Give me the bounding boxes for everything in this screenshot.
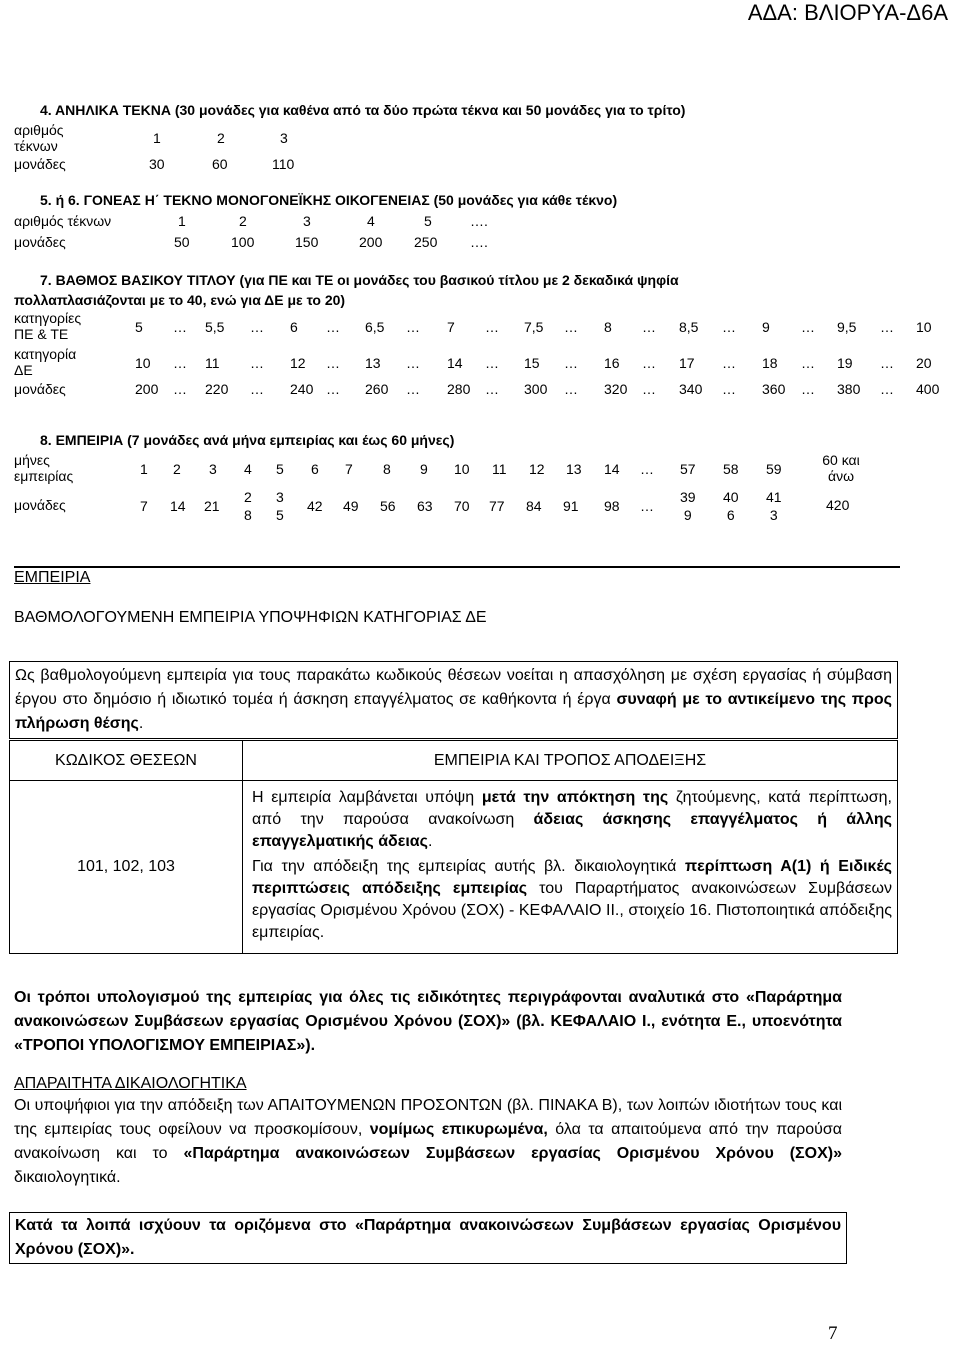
s56-children-1: 1 <box>178 213 186 229</box>
s4-children-3: 3 <box>280 130 288 146</box>
section-8-title: 8. ΕΜΠΕΙΡΙΑ (7 μονάδες ανά μήνα εμπειρίας και έως 60 μήνες) <box>40 432 455 448</box>
s7-points-value-10: 380 <box>837 381 861 397</box>
s7-de-value-9: 18 <box>762 355 778 371</box>
s7-de-value-ellipsis: … <box>801 355 815 371</box>
s8-months-last-line2: άνω <box>827 468 855 484</box>
s8-label-months-line2: εμπειρίας <box>14 468 74 484</box>
s7-points-value-2: 220 <box>205 381 229 397</box>
s8-points-15: … <box>640 498 654 514</box>
s7-de-value-8: 17 <box>679 355 695 371</box>
s7-pe-value-ellipsis: … <box>485 319 499 335</box>
s8-month-18: 59 <box>766 461 782 477</box>
s7-de-value-ellipsis: … <box>250 355 264 371</box>
s8-points-18: 41 3 <box>766 489 782 523</box>
s56-children-more: …. <box>470 213 488 229</box>
s7-points-value-3: 240 <box>290 381 314 397</box>
s8-points-13: 91 <box>563 498 579 514</box>
p1-b: μετά την απόκτηση της <box>481 789 669 806</box>
page-number: 7 <box>828 1323 838 1344</box>
s8-month-2: 2 <box>173 461 181 477</box>
s7-points-value-8: 340 <box>679 381 703 397</box>
s4-points-row <box>0 156 960 172</box>
s7-pe-value-ellipsis: … <box>406 319 420 335</box>
s7-points-value-5: 280 <box>447 381 471 397</box>
s8-month-6: 6 <box>311 461 319 477</box>
s7-de-value-11: 20 <box>916 355 932 371</box>
s56-children-2: 2 <box>239 213 247 229</box>
s7-pe-value-ellipsis: … <box>722 319 736 335</box>
experience-intro-text: Ως βαθμολογούμενη εμπειρία για τους παρακάτω κωδικούς θέσεων νοείται η απασχόληση με σχέση εργασίας ή σύμβαση έργου στο δημόσιο ή ιδιωτικό τομέα ή άσκηση επαγγέλματος σε καθήκοντα ή έργα <box>15 667 892 708</box>
s8-points-4: 2 8 <box>244 489 252 523</box>
s7-pe-value-2: 5,5 <box>205 319 225 335</box>
s8-month-13: 13 <box>566 461 582 477</box>
s7-points-value-9: 360 <box>762 381 786 397</box>
s8-label-points: μονάδες <box>14 497 66 513</box>
s7-points-row <box>0 381 960 397</box>
s8-month-8: 8 <box>383 461 391 477</box>
s7-points-value-ellipsis: … <box>880 381 894 397</box>
s4-points-2: 60 <box>212 156 228 172</box>
s8-month-16: 57 <box>680 461 696 477</box>
s8-label-months-line1: μήνες <box>14 452 50 468</box>
s56-children-row <box>0 213 960 229</box>
s8-months-row <box>0 461 960 477</box>
experience-intro-box <box>9 661 898 739</box>
table-codes-cell: 101, 102, 103 <box>10 781 243 954</box>
s7-label-de-line1: κατηγορία <box>14 346 77 362</box>
table-experience-cell <box>243 781 898 954</box>
p2-a: Για την απόδειξη της εμπειρίας αυτής βλ. δικαιολογητικά <box>252 858 685 875</box>
s4-children-row <box>0 130 960 146</box>
s8-month-7: 7 <box>345 461 353 477</box>
p1-c: ζητούμενης, κατά περίπτωση, από την παρούσα ανακοίνωση <box>252 789 892 828</box>
ada-code: ΑΔΑ: ΒΛΙΟΡΥΑ-Δ6Α <box>747 0 948 25</box>
s7-de-value-ellipsis: … <box>406 355 420 371</box>
s7-pe-value-ellipsis: … <box>801 319 815 335</box>
s56-points-5: 250 <box>414 234 438 250</box>
p1-e: . <box>427 833 433 850</box>
s7-label-de-line2: ΔΕ <box>14 362 33 378</box>
section-4-title: 4. ΑΝΗΛΙΚΑ ΤΕΚΝΑ (30 μονάδες για καθένα από τα δύο πρώτα τέκνα και 50 μονάδες για το τρίτο) <box>40 102 686 118</box>
s7-de-value-ellipsis: … <box>880 355 894 371</box>
docs-t1: Οι υποψήφιοι για την απόδειξη των ΑΠΑΙΤΟΥΜΕΝΩΝ ΠΡΟΣΟΝΤΩΝ (βλ. ΠΙΝΑΚΑ Β), των λοιπών ιδιοτήτων τους και της εμπειρίας τους οφείλουν να προσκομίσουν, <box>14 1097 842 1138</box>
s7-label-pe-line1: κατηγορίες <box>14 310 82 326</box>
s8-points-row <box>0 488 960 524</box>
s7-pe-value-ellipsis: … <box>250 319 264 335</box>
s8-points-12: 84 <box>526 498 542 514</box>
s8-points-8: 56 <box>380 498 396 514</box>
docs-t2: νομίμως επικυρωμένα, <box>369 1121 548 1138</box>
s8-points-1: 7 <box>140 498 148 514</box>
table-header-codes: ΚΩΔΙΚΟΣ ΘΕΣΕΩΝ <box>10 741 243 781</box>
s7-de-value-ellipsis: … <box>564 355 578 371</box>
s7-points-value-ellipsis: … <box>250 381 264 397</box>
s8-points-11: 77 <box>489 498 505 514</box>
experience-intro-bold: συναφή με το αντικείμενο της προς πλήρωση θέσης <box>15 691 893 732</box>
experience-paragraph-1 <box>252 787 892 853</box>
s56-children-4: 4 <box>367 213 375 229</box>
s7-points-value-ellipsis: … <box>564 381 578 397</box>
s4-points-1: 30 <box>149 156 165 172</box>
s7-points-value-ellipsis: … <box>722 381 736 397</box>
s8-points-6: 42 <box>307 498 323 514</box>
documents-heading: ΑΠΑΡΑΙΤΗΤΑ ΔΙΚΑΙΟΛΟΓΗΤΙΚΑ <box>14 1075 247 1092</box>
s7-points-value-ellipsis: … <box>485 381 499 397</box>
s7-pe-value-10: 9,5 <box>837 319 857 335</box>
section-divider <box>14 566 900 568</box>
s56-children-3: 3 <box>303 213 311 229</box>
s56-points-more: …. <box>470 234 488 250</box>
s4-children-2: 2 <box>217 130 225 146</box>
s7-pe-value-11: 10 <box>916 319 932 335</box>
experience-paragraph-2 <box>252 856 892 944</box>
s7-de-value-1: 10 <box>135 355 151 371</box>
s8-points-17: 40 6 <box>723 489 739 523</box>
docs-t3: όλα τα απαιτούμενα από την παρούσα ανακοίνωση και το <box>14 1121 843 1162</box>
s7-de-value-ellipsis: … <box>326 355 340 371</box>
s4-points-3: 110 <box>272 156 295 172</box>
s8-points-2: 14 <box>170 498 186 514</box>
s7-pe-value-7: 8 <box>604 319 612 335</box>
s7-de-value-ellipsis: … <box>485 355 499 371</box>
s7-label-points: μονάδες <box>14 381 66 397</box>
s8-points-14: 98 <box>604 498 620 514</box>
s56-points-4: 200 <box>359 234 383 250</box>
p2-b: περίπτωση Α(1) ή Ειδικές περιπτώσεις απόδειξης εμπειρίας <box>252 858 892 897</box>
s4-label-points: μονάδες <box>14 156 66 172</box>
s7-points-value-1: 200 <box>135 381 159 397</box>
s56-points-3: 150 <box>295 234 319 250</box>
s7-de-value-7: 16 <box>604 355 620 371</box>
s7-points-value-6: 300 <box>524 381 548 397</box>
s8-month-10: 10 <box>454 461 470 477</box>
s7-points-value-ellipsis: … <box>801 381 815 397</box>
s8-month-14: 14 <box>604 461 620 477</box>
s8-month-1: 1 <box>140 461 148 477</box>
p2-c: του Παραρτήματος ανακοινώσεων Συμβάσεων εργασίας Ορισμένου Χρόνου (ΣΟΧ) - ΚΕΦΑΛΑΙΟ ΙΙ., στοιχείο 16. Πιστοποιητικά απόδειξης εμπειρίας. <box>252 880 892 941</box>
s56-label-children: αριθμός τέκνων <box>14 213 112 229</box>
s8-points-10: 70 <box>454 498 470 514</box>
s8-month-4: 4 <box>244 461 252 477</box>
s7-de-value-3: 12 <box>290 355 306 371</box>
s7-points-value-7: 320 <box>604 381 628 397</box>
s7-points-value-ellipsis: … <box>173 381 187 397</box>
table-header-experience: ΕΜΠΕΙΡΙΑ ΚΑΙ ΤΡΟΠΟΣ ΑΠΟΔΕΙΞΗΣ <box>243 741 898 781</box>
p1-a: Η εμπειρία λαμβάνεται υπόψη <box>252 789 482 806</box>
s8-month-12: 12 <box>529 461 545 477</box>
s56-points-2: 100 <box>231 234 255 250</box>
s7-points-value-11: 400 <box>916 381 940 397</box>
s8-points-9: 63 <box>417 498 433 514</box>
s7-pe-value-ellipsis: … <box>326 319 340 335</box>
s7-de-value-2: 11 <box>205 355 220 371</box>
s4-children-1: 1 <box>153 130 161 146</box>
s7-pe-value-3: 6 <box>290 319 298 335</box>
s8-months-last <box>818 452 864 484</box>
s7-de-value-ellipsis: … <box>173 355 187 371</box>
s7-pe-row <box>0 319 960 335</box>
experience-heading: ΕΜΠΕΙΡΙΑ <box>14 569 91 586</box>
s8-points-7: 49 <box>343 498 359 514</box>
s7-de-value-ellipsis: … <box>642 355 656 371</box>
s7-de-value-5: 14 <box>447 355 463 371</box>
s8-month-5: 5 <box>276 461 284 477</box>
s7-points-value-ellipsis: … <box>326 381 340 397</box>
section-7-title-line1: 7. ΒΑΘΜΟΣ ΒΑΣΙΚΟΥ ΤΙΤΛΟΥ (για ΠΕ και ΤΕ οι μονάδες του βασικού τίτλου με 2 δεκαδικά ψηφία <box>40 272 679 288</box>
s56-children-5: 5 <box>424 213 432 229</box>
s7-points-value-4: 260 <box>365 381 389 397</box>
s7-points-value-ellipsis: … <box>642 381 656 397</box>
s8-month-15: … <box>640 461 654 477</box>
s7-pe-value-ellipsis: … <box>880 319 894 335</box>
s8-month-11: 11 <box>492 461 507 477</box>
p1-d: άδειας άσκησης επαγγέλματος ή άλλης επαγγελματικής άδειας <box>252 811 892 850</box>
s56-label-points: μονάδες <box>14 234 66 250</box>
docs-t5: δικαιολογητικά. <box>14 1169 121 1186</box>
s56-points-1: 50 <box>174 234 190 250</box>
section-56-title: 5. ή 6. ΓΟΝΕΑΣ Η΄ ΤΕΚΝΟ ΜΟΝΟΓΟΝΕΪΚΗΣ ΟΙΚΟΓΕΝΕΙΑΣ (50 μονάδες για κάθε τέκνο) <box>40 192 618 208</box>
s8-points-5: 3 5 <box>276 489 284 523</box>
s8-months-last-line1: 60 και <box>822 452 860 468</box>
s7-label-pe-line2: ΠΕ & ΤΕ <box>14 326 69 342</box>
s4-label-children-line2: τέκνων <box>14 138 58 154</box>
s7-pe-value-6: 7,5 <box>524 319 544 335</box>
s8-month-9: 9 <box>420 461 428 477</box>
final-note-box: Κατά τα λοιπά ισχύουν τα οριζόμενα στο «Παράρτημα ανακοινώσεων Συμβάσεων εργασίας Ορισμένου Χρόνου (ΣΟΧ)». <box>9 1212 847 1264</box>
s7-pe-value-ellipsis: … <box>564 319 578 335</box>
s7-pe-value-4: 6,5 <box>365 319 385 335</box>
s7-de-value-4: 13 <box>365 355 381 371</box>
s7-pe-value-1: 5 <box>135 319 143 335</box>
s56-points-row <box>0 234 960 250</box>
docs-t4: «Παράρτημα ανακοινώσεων Συμβάσεων εργασίας Ορισμένου Χρόνου (ΣΟΧ)» <box>183 1145 843 1162</box>
s8-month-17: 58 <box>723 461 739 477</box>
s4-label-children-line1: αριθμός <box>14 122 64 138</box>
documents-text <box>14 1094 842 1190</box>
experience-table <box>9 740 898 954</box>
s7-pe-value-ellipsis: … <box>642 319 656 335</box>
experience-subheading: ΒΑΘΜΟΛΟΓΟΥΜΕΝΗ ΕΜΠΕΙΡΙΑ ΥΠΟΨΗΦΙΩΝ ΚΑΤΗΓΟΡΙΑΣ ΔΕ <box>14 609 487 626</box>
s8-points-16: 39 9 <box>680 489 696 523</box>
s8-points-3: 21 <box>204 498 220 514</box>
s7-pe-value-5: 7 <box>447 319 455 335</box>
s7-points-value-ellipsis: … <box>406 381 420 397</box>
section-7-title-line2: πολλαπλασιάζονται με το 40, ενώ για ΔΕ με το 20) <box>14 292 346 308</box>
s8-points-last: 420 <box>826 497 850 513</box>
calculation-note: Οι τρόποι υπολογισμού της εμπειρίας για όλες τις ειδικότητες περιγράφονται αναλυτικά στο «Παράρτημα ανακοινώσεων Συμβάσεων εργασίας Ορισμένου Χρόνου (ΣΟΧ)» (βλ. ΚΕΦΑΛΑΙΟ Ι., ενότητα Ε., υποενότητα «ΤΡΟΠΟΙ ΥΠΟΛΟΓΙΣΜΟΥ ΕΜΠΕΙΡΙΑΣ»). <box>14 989 842 1054</box>
s7-de-value-ellipsis: … <box>722 355 736 371</box>
s7-de-row <box>0 355 960 371</box>
s7-pe-value-ellipsis: … <box>173 319 187 335</box>
s7-pe-value-8: 8,5 <box>679 319 699 335</box>
s7-de-value-10: 19 <box>837 355 853 371</box>
s8-month-3: 3 <box>209 461 217 477</box>
experience-intro-end: . <box>138 715 144 732</box>
s7-pe-value-9: 9 <box>762 319 770 335</box>
s7-de-value-6: 15 <box>524 355 540 371</box>
